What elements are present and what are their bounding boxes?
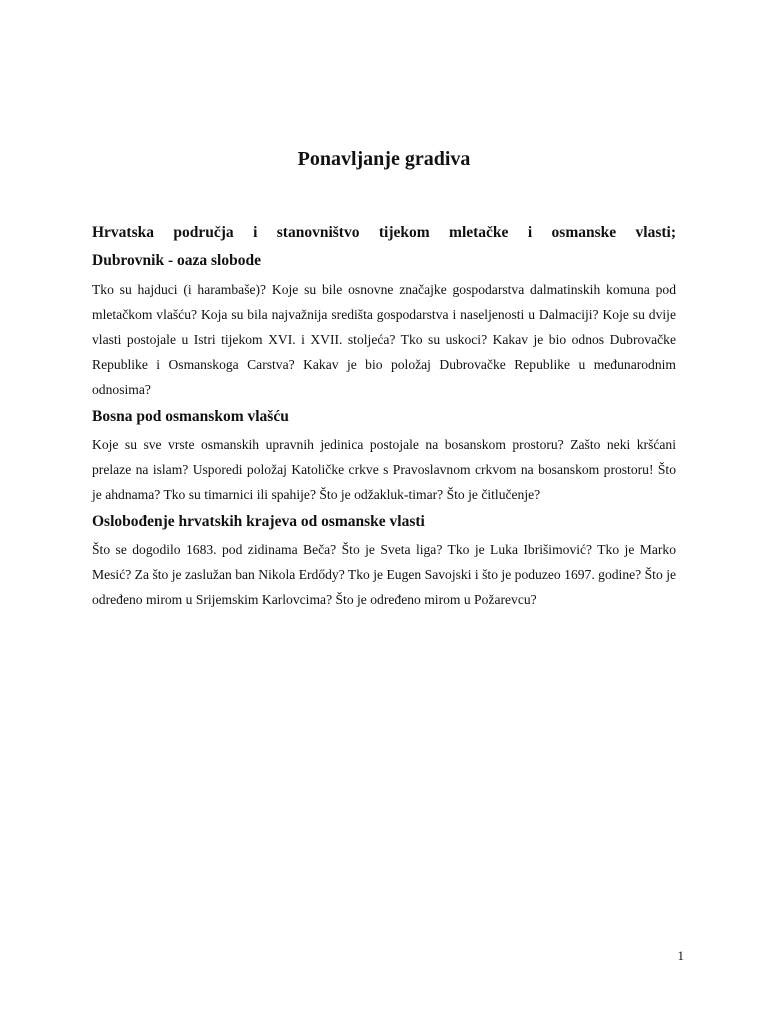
section-bosnia (92, 404, 676, 507)
section-heading-line-2: Dubrovnik - oaza slobode (92, 252, 261, 269)
section-heading: Bosna pod osmanskom vlašću (92, 408, 289, 425)
page-number: 1 (677, 948, 684, 963)
section-liberation (92, 509, 676, 612)
section-heading-line-1: Hrvatska područja i stanovništvo tijekom mletačke i osmanske vlasti; (92, 224, 676, 241)
section-paragraph: Koje su sve vrste osmanskih upravnih jedinica postojale na bosanskom prostoru? Zašto neki kršćani prelaze na islam? Usporedi položaj Katoličke crkve s Pravoslavnom crkvom na bosanskom prostoru! Što je ahdnama? Tko su timarnici ili spahije? Što je odžakluk-timar? Što je čitlučenje? (92, 437, 676, 502)
section-dalmatia-dubrovnik (92, 219, 676, 402)
section-heading: Oslobođenje hrvatskih krajeva od osmanske vlasti (92, 513, 425, 530)
document-content (92, 219, 676, 614)
section-paragraph: Tko su hajduci (i harambaše)? Koje su bile osnovne značajke gospodarstva dalmatinskih komuna pod mletačkom vlašću? Koja su bila najvažnija središta gospodarstva i naseljenosti u Dalmaciji? Koje su dvije vlasti postojale u Istri tijekom XVI. i XVII. stoljeća? Tko su uskoci? Kakav je bio odnos Dubrovačke Republike i Osmanskoga Carstva? Kakav je bio položaj Dubrovačke Republike u međunarodnim odnosima? (92, 282, 676, 397)
page-title: Ponavljanje gradiva (297, 148, 471, 170)
section-paragraph: Što se dogodilo 1683. pod zidinama Beča? Što je Sveta liga? Tko je Luka Ibrišimović? Tko je Marko Mesić? Za što je zaslužan ban Nikola Erdődy? Tko je Eugen Savojski i što je poduzeo 1697. godine? Što je određeno mirom u Srijemskim Karlovcima? Što je određeno mirom u Požarevcu? (92, 542, 676, 607)
